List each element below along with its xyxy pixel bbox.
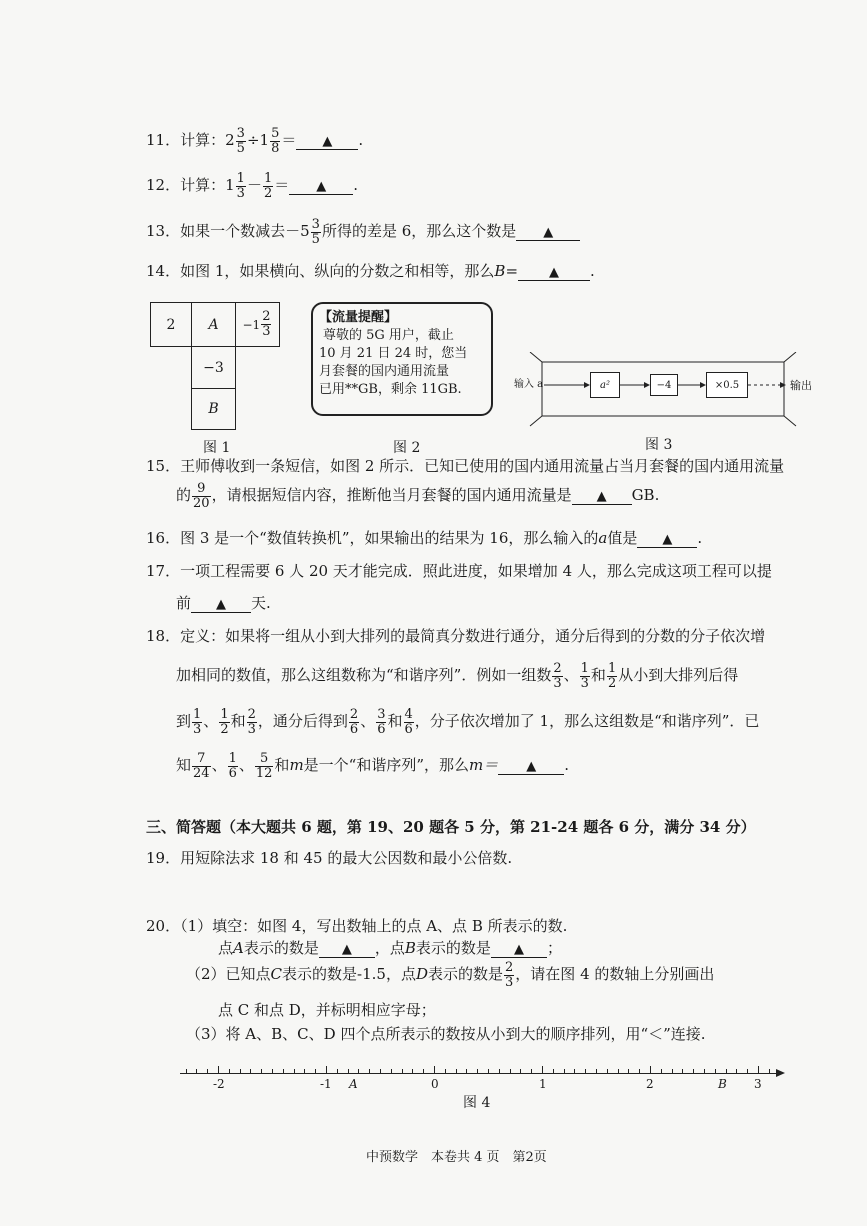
page-footer: 中预数学 本卷共 4 页 第2页 [366, 1150, 547, 1165]
minor-tick [574, 1069, 575, 1073]
question-14: 14．如图 1，如果横向、纵向的分数之和相等，那么B= ▲ . [146, 262, 595, 280]
major-tick [542, 1066, 543, 1073]
minor-tick [736, 1069, 737, 1073]
question-18-line2: 加相同的数值，那么这组数称为“和谐序列”．例如一组数 $\frac{2}{3}$ 、 $\frac{1}{3}$ 和 $\frac{1}{2}$ 从小到大排列后得 [176, 661, 739, 691]
minor-tick [726, 1069, 727, 1073]
minor-tick [510, 1069, 511, 1073]
question-20-part1-fill: 点A表示的数是 ▲ ，点B表示的数是 ▲ ； [218, 939, 562, 957]
fraction: $\frac{2}{3}$ [505, 960, 514, 990]
minor-tick [585, 1069, 586, 1073]
figure-caption: 图 3 [645, 437, 673, 453]
minor-tick [477, 1069, 478, 1073]
grid-cell-b: B [191, 388, 236, 430]
major-tick [650, 1066, 651, 1073]
question-20-part2-line2: 点 C 和点 D，并标明相应字母； [218, 1001, 436, 1019]
answer-blank[interactable]: ▲ [516, 226, 580, 241]
minor-tick [348, 1069, 349, 1073]
minor-tick [704, 1069, 705, 1073]
machine-square-box: a² [590, 372, 620, 398]
minor-tick [402, 1069, 403, 1073]
sms-line: 尊敬的 5G 用户，截止 [323, 328, 454, 343]
tick-label: -1 [320, 1077, 332, 1091]
minor-tick [715, 1069, 716, 1073]
minor-tick [445, 1069, 446, 1073]
minor-tick [412, 1069, 413, 1073]
point-a-label: A [349, 1077, 358, 1091]
question-20-part2: （2）已知点C表示的数是-1.5，点D表示的数是 $\frac{2}{3}$ ，请在图 4 的数轴上分别画出 [186, 960, 715, 990]
fraction: $\frac{1}{3}$ [236, 171, 245, 201]
question-20-part3: （3）将 A、B、C、D 四个点所表示的数按从小到大的顺序排列，用“＜”连接. [186, 1025, 706, 1043]
answer-blank[interactable]: ▲ [572, 490, 632, 505]
question-18-line4: 知 $\frac{7}{24}$ 、 $\frac{1}{6}$ 、 $\frac{5}{12}$ 和m是一个“和谐序列”，那么m＝ ▲ . [176, 751, 570, 781]
question-17-line2: 前 ▲ 天. [176, 594, 271, 612]
grid-cell: 2 [150, 302, 192, 347]
question-18: 18．定义：如果将一组从小到大排列的最简真分数进行通分，通分后得到的分数的分子依次增 [146, 627, 766, 645]
answer-blank-b[interactable]: ▲ [491, 943, 547, 958]
minor-tick [520, 1069, 521, 1073]
minor-tick [304, 1069, 305, 1073]
tick-label: 2 [646, 1077, 654, 1091]
point-b-label: B [718, 1077, 727, 1091]
answer-blank[interactable]: ▲ [296, 135, 358, 150]
tick-label: -2 [213, 1077, 225, 1091]
arrow-right-icon [776, 1069, 785, 1077]
sms-box [311, 302, 493, 416]
fraction: $\frac{3}{5}$ [311, 217, 320, 247]
answer-blank[interactable]: ▲ [498, 760, 564, 775]
minor-tick [283, 1069, 284, 1073]
answer-blank[interactable]: ▲ [637, 533, 697, 548]
minor-tick [380, 1069, 381, 1073]
fraction: $\frac{2}{3}$ [262, 309, 271, 339]
machine-minus-box: −4 [650, 374, 678, 396]
minor-tick [693, 1069, 694, 1073]
tick-label: 0 [431, 1077, 439, 1091]
answer-blank[interactable]: ▲ [289, 180, 353, 195]
minor-tick [488, 1069, 489, 1073]
minor-tick [618, 1069, 619, 1073]
figure-caption: 图 4 [463, 1095, 491, 1111]
minor-tick [186, 1069, 187, 1073]
fraction: $\frac{1}{2}$ [220, 707, 229, 737]
fraction: $\frac{1}{3}$ [193, 707, 202, 737]
fraction: $\frac{7}{24}$ [193, 751, 210, 781]
minor-tick [672, 1069, 673, 1073]
answer-blank[interactable]: ▲ [518, 266, 590, 281]
sms-title: 【流量提醒】 [319, 310, 398, 325]
minor-tick [261, 1069, 262, 1073]
question-15: 15．王师傅收到一条短信，如图 2 所示．已知已使用的国内通用流量占当月套餐的国内通用流量 [146, 457, 785, 475]
question-18-line3: 到 $\frac{1}{3}$ 、 $\frac{1}{2}$ 和 $\frac{2}{3}$ ，通分后得到 $\frac{2}{6}$ 、 $\frac{3}{6}$ 和 $\frac{4}{6}$ ，分子依次增加了 1，那么这组数是“和谐序列”．已 [176, 707, 760, 737]
minor-tick [456, 1069, 457, 1073]
sms-line: 月套餐的国内通用流量 [319, 364, 450, 379]
minor-tick [628, 1069, 629, 1073]
fraction: $\frac{5}{12}$ [255, 751, 273, 781]
major-tick [326, 1066, 327, 1073]
minor-tick [553, 1069, 554, 1073]
question-13: 13．如果一个数减去－5 $\frac{3}{5}$ 所得的差是 6，那么这个数是 ▲ [146, 218, 580, 246]
minor-tick [196, 1069, 197, 1073]
number-line [180, 1073, 778, 1074]
question-16: 16．图 3 是一个“数值转换机”，如果输出的结果为 16，那么输入的a值是 ▲ . [146, 529, 703, 547]
minor-tick [747, 1069, 748, 1073]
minor-tick [531, 1069, 532, 1073]
fraction: $\frac{1}{2}$ [263, 171, 273, 201]
fraction: $\frac{2}{6}$ [349, 707, 359, 737]
fraction: $\frac{4}{6}$ [404, 707, 413, 737]
minor-tick [682, 1069, 683, 1073]
answer-blank[interactable]: ▲ [191, 598, 251, 613]
minor-tick [661, 1069, 662, 1073]
machine-output-label: 输出 [790, 379, 812, 392]
answer-blank-a[interactable]: ▲ [319, 943, 375, 958]
figure-caption: 图 1 [203, 440, 231, 456]
major-tick [758, 1066, 759, 1073]
major-tick [434, 1066, 435, 1073]
minor-tick [596, 1069, 597, 1073]
question-17: 17．一项工程需要 6 人 20 天才能完成．照此进度，如果增加 4 人，那么完成这项工程可以提 [146, 562, 772, 580]
question-12: 12．计算：1 $\frac{1}{3}$ － $\frac{1}{2}$ ＝ ▲ . [146, 171, 359, 201]
fraction: $\frac{1}{3}$ [580, 661, 589, 691]
minor-tick [294, 1069, 295, 1073]
minor-tick [337, 1069, 338, 1073]
grid-cell: −1 $\frac{2}{3}$ [235, 302, 280, 347]
minor-tick [607, 1069, 608, 1073]
minor-tick [769, 1069, 770, 1073]
question-20: 20．（1）填空：如图 4，写出数轴上的点 A、点 B 所表示的数. [146, 917, 568, 935]
question-19: 19．用短除法求 18 和 45 的最大公因数和最小公倍数. [146, 849, 513, 867]
fraction: $\frac{3}{5}$ [236, 126, 245, 156]
minor-tick [391, 1069, 392, 1073]
minor-tick [369, 1069, 370, 1073]
minor-tick [229, 1069, 230, 1073]
minor-tick [272, 1069, 273, 1073]
fraction: $\frac{1}{2}$ [607, 661, 617, 691]
fraction: $\frac{2}{3}$ [247, 707, 256, 737]
sms-line: 10 月 21 日 24 时，您当 [319, 346, 468, 361]
tick-label: 1 [539, 1077, 547, 1091]
grid-cell-a: A [191, 302, 236, 347]
fraction: $\frac{5}{8}$ [271, 126, 280, 156]
section-title: 三、简答题（本大题共 6 题，第 19、20 题各 5 分，第 21-24 题各 6 分，满分 34 分） [146, 818, 756, 836]
minor-tick [240, 1069, 241, 1073]
minor-tick [564, 1069, 565, 1073]
minor-tick [250, 1069, 251, 1073]
minor-tick [358, 1069, 359, 1073]
sms-line: 已用**GB，剩余 11GB. [319, 382, 462, 397]
question-11: 11．计算：2 $\frac{3}{5}$ ÷1 $\frac{5}{8}$ ＝ ▲ . [146, 126, 364, 156]
fraction: $\frac{3}{6}$ [377, 707, 386, 737]
figure-caption: 图 2 [393, 440, 421, 456]
machine-multiply-box: ×0.5 [706, 372, 748, 398]
question-15-line2: 的 $\frac{9}{20}$ ，请根据短信内容，推断他当月套餐的国内通用流量是 ▲ GB. [176, 481, 660, 511]
grid-cell: −3 [191, 346, 236, 389]
fraction: $\frac{2}{3}$ [553, 661, 562, 691]
minor-tick [639, 1069, 640, 1073]
minor-tick [466, 1069, 467, 1073]
machine-input-label: 输入 a [514, 379, 544, 390]
minor-tick [315, 1069, 316, 1073]
minor-tick [423, 1069, 424, 1073]
minor-tick [207, 1069, 208, 1073]
fraction: $\frac{1}{6}$ [228, 751, 237, 781]
tick-label: 3 [754, 1077, 762, 1091]
fraction: $\frac{9}{20}$ [193, 481, 210, 511]
minor-tick [499, 1069, 500, 1073]
major-tick [218, 1066, 219, 1073]
